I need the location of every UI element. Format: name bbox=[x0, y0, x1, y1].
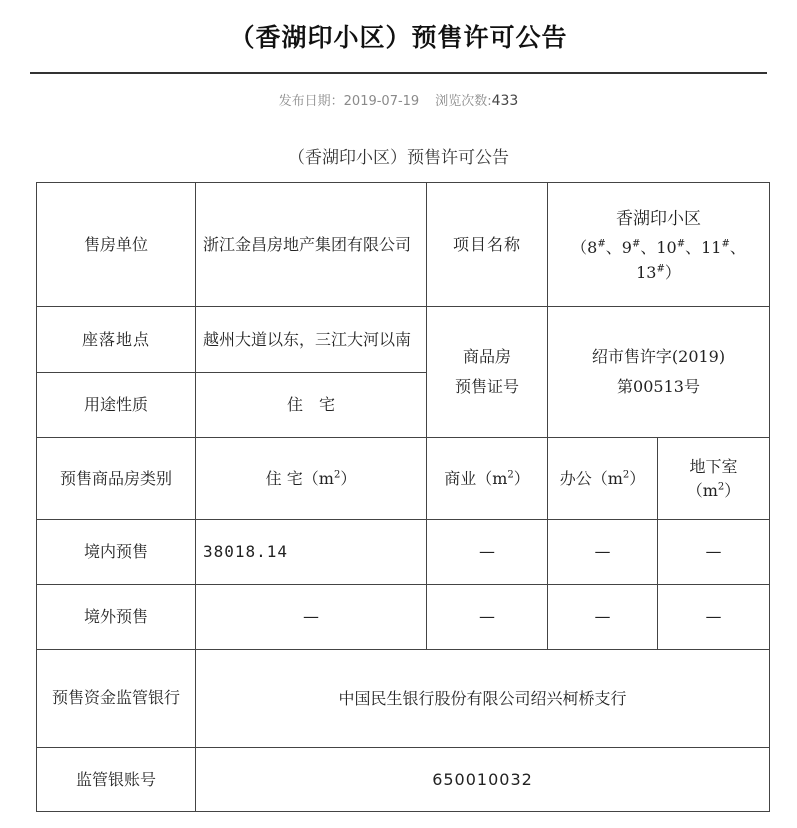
bank-value: 中国民生银行股份有限公司绍兴柯桥支行 bbox=[196, 650, 770, 748]
table-row bbox=[37, 307, 770, 373]
project-name-cell bbox=[548, 183, 770, 307]
column-header-office: 办公$(m^2)$ bbox=[548, 438, 658, 520]
category-label: 预售商品房类别 bbox=[37, 438, 196, 520]
domestic-label: 境内预售 bbox=[37, 520, 196, 585]
table-row bbox=[37, 438, 770, 520]
seller-label: 售房单位 bbox=[37, 183, 196, 307]
permit-label-line2: 预售证号 bbox=[454, 377, 519, 396]
table-row bbox=[37, 585, 770, 650]
domestic-basement: — bbox=[658, 520, 770, 585]
project-buildings-cont: 13#） bbox=[636, 262, 681, 282]
page-title: （香湖印小区）预售许可公告 bbox=[229, 23, 568, 52]
overseas-label: 境外预售 bbox=[37, 585, 196, 650]
presale-permit-table bbox=[36, 182, 770, 812]
views-count: 433 bbox=[491, 93, 519, 109]
table-row bbox=[37, 520, 770, 585]
domestic-residential: 38018.14 bbox=[196, 520, 427, 585]
project-name: 香湖印小区 bbox=[616, 208, 701, 229]
notice-subtitle: （香湖印小区）预售许可公告 bbox=[288, 148, 509, 168]
table-row bbox=[37, 183, 770, 307]
title-divider bbox=[30, 72, 767, 74]
bank-label: 预售资金监管银行 bbox=[37, 650, 196, 748]
permit-number-line2: 第00513号 bbox=[617, 377, 700, 396]
publish-date: 2019-07-19 bbox=[343, 94, 420, 109]
overseas-office: — bbox=[548, 585, 658, 650]
column-header-residential: 住 宅$(m^2)$ bbox=[196, 438, 427, 520]
publish-label: 发布日期： bbox=[278, 94, 344, 109]
column-header-basement: 地下室$(m^2)$ bbox=[658, 438, 770, 520]
permit-number-line1: 绍市售许字(2019) bbox=[591, 346, 726, 366]
permit-label-line1: 商品房 bbox=[462, 346, 511, 366]
seller-value: 浙江金昌房地产集团有限公司 bbox=[196, 183, 427, 307]
views-label: 浏览次数: bbox=[435, 94, 492, 109]
article-meta bbox=[0, 90, 797, 109]
table-row bbox=[37, 650, 770, 748]
table-row bbox=[37, 748, 770, 812]
location-label: 座落地点 bbox=[37, 307, 196, 373]
overseas-commercial: — bbox=[427, 585, 548, 650]
usage-label: 用途性质 bbox=[37, 373, 196, 438]
usage-value: 住 宅 bbox=[196, 373, 427, 438]
account-value: 650010032 bbox=[196, 748, 770, 812]
location-value: 越州大道以东，三江大河以南 bbox=[196, 307, 427, 373]
overseas-basement: — bbox=[658, 585, 770, 650]
permit-label-cell bbox=[427, 307, 548, 438]
domestic-commercial: — bbox=[427, 520, 548, 585]
project-buildings: （8#、9#、10#、11#、 bbox=[571, 237, 746, 257]
domestic-office: — bbox=[548, 520, 658, 585]
account-label: 监管银账号 bbox=[37, 748, 196, 812]
column-header-commercial: 商业$(m^2)$ bbox=[427, 438, 548, 520]
overseas-residential: — bbox=[196, 585, 427, 650]
project-label: 项目名称 bbox=[427, 183, 548, 307]
permit-number-cell bbox=[548, 307, 770, 438]
